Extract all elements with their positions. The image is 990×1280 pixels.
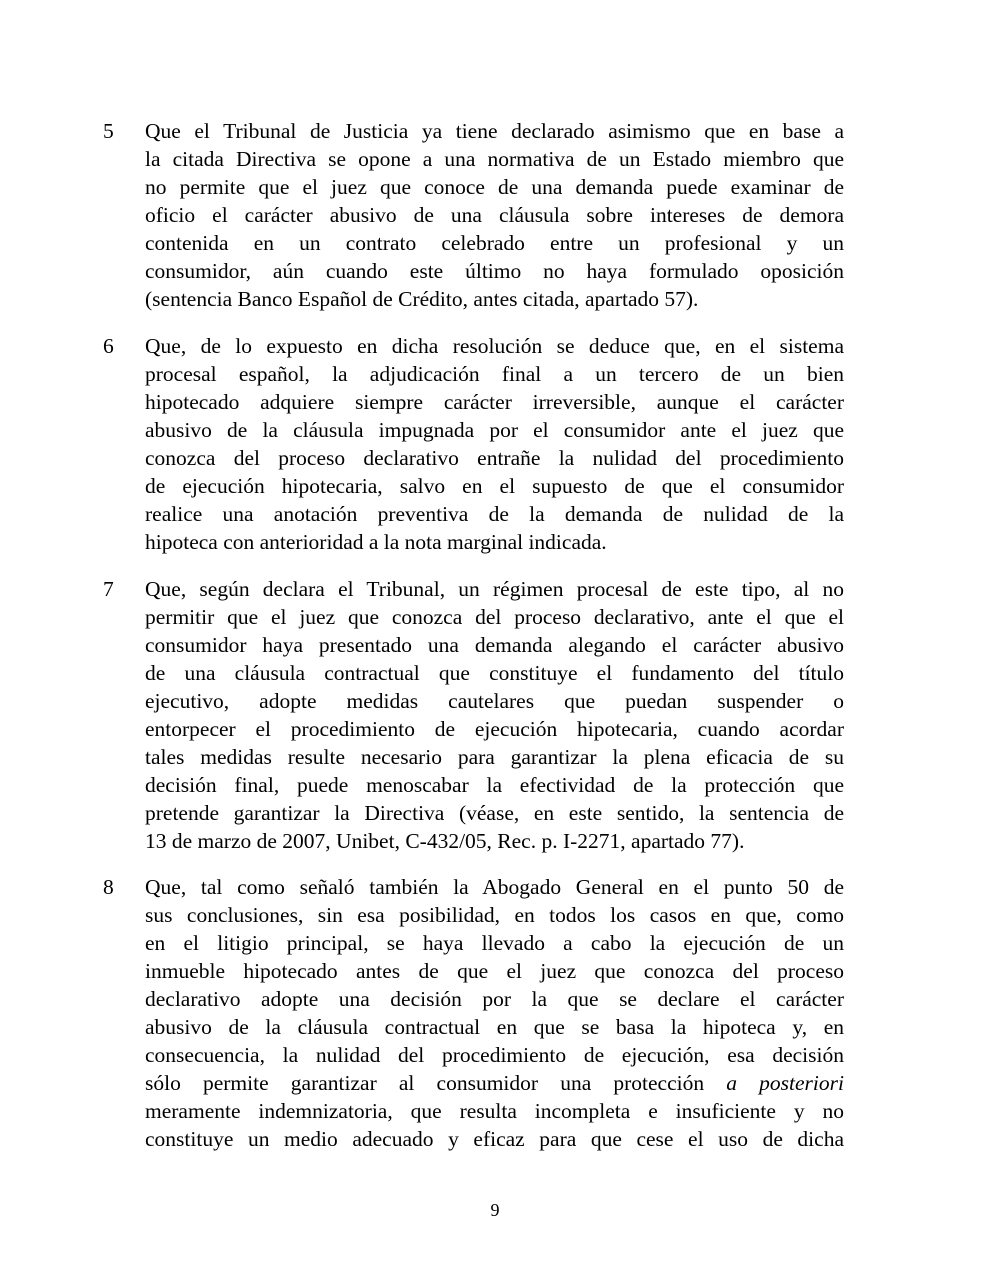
paragraph-line: tales medidas resulte necesario para garantizar la plena eficacia de su	[145, 745, 844, 769]
paragraph-line: contenida en un contrato celebrado entre un profesional y un	[145, 231, 844, 255]
paragraph-line: conozca del proceso declarativo entrañe la nulidad del procedimiento	[145, 446, 844, 470]
paragraph-line: pretende garantizar la Directiva (véase, en este sentido, la sentencia de	[145, 801, 844, 825]
paragraph-line: hipoteca con anterioridad a la nota marginal indicada.	[145, 530, 607, 554]
paragraph-line: oficio el carácter abusivo de una cláusula sobre intereses de demora	[145, 203, 844, 227]
paragraph-line-text: sólo permite garantizar al consumidor una protección	[145, 1071, 705, 1095]
paragraph-line: entorpecer el procedimiento de ejecución hipotecaria, cuando acordar	[145, 717, 844, 741]
paragraph-line: consumidor haya presentado una demanda alegando el carácter abusivo	[145, 633, 844, 657]
paragraph-number: 7	[103, 577, 114, 601]
paragraph-line: (sentencia Banco Español de Crédito, antes citada, apartado 57).	[145, 287, 699, 311]
paragraph-line: de una cláusula contractual que constituye el fundamento del título	[145, 661, 844, 685]
paragraph-line: no permite que el juez que conoce de una demanda puede examinar de	[145, 175, 844, 199]
paragraph-line: sus conclusiones, sin esa posibilidad, en todos los casos en que, como	[145, 903, 844, 927]
paragraph-line: Que, de lo expuesto en dicha resolución se deduce que, en el sistema	[145, 334, 844, 358]
paragraph-line: abusivo de la cláusula impugnada por el consumidor ante el juez que	[145, 418, 844, 442]
paragraph-line: constituye un medio adecuado y eficaz para que cese el uso de dicha	[145, 1127, 844, 1151]
paragraph-line: realice una anotación preventiva de la demanda de nulidad de la	[145, 502, 844, 526]
paragraph-line: en el litigio principal, se haya llevado a cabo la ejecución de un	[145, 931, 844, 955]
paragraph-line: la citada Directiva se opone a una normativa de un Estado miembro que	[145, 147, 844, 171]
paragraph-number: 8	[103, 875, 114, 899]
paragraph-line: abusivo de la cláusula contractual en que se basa la hipoteca y, en	[145, 1015, 844, 1039]
paragraph-line: consumidor, aún cuando este último no haya formulado oposición	[145, 259, 844, 283]
paragraph-line: consecuencia, la nulidad del procedimiento de ejecución, esa decisión	[145, 1043, 844, 1067]
paragraph-line: Que, tal como señaló también la Abogado General en el punto 50 de	[145, 875, 844, 899]
paragraph-line: Que, según declara el Tribunal, un régimen procesal de este tipo, al no	[145, 577, 844, 601]
paragraph-line: inmueble hipotecado antes de que el juez que conozca del proceso	[145, 959, 844, 983]
paragraph-number: 6	[103, 334, 114, 358]
paragraph-line: declarativo adopte una decisión por la que se declare el carácter	[145, 987, 844, 1011]
italic-term: a posteriori	[726, 1071, 844, 1095]
paragraph-line: 13 de marzo de 2007, Unibet, C-432/05, Rec. p. I-2271, apartado 77).	[145, 829, 745, 853]
paragraph-line: de ejecución hipotecaria, salvo en el supuesto de que el consumidor	[145, 474, 844, 498]
paragraph-line: hipotecado adquiere siempre carácter irreversible, aunque el carácter	[145, 390, 844, 414]
paragraph-number: 5	[103, 119, 114, 143]
paragraph-line: Que el Tribunal de Justicia ya tiene declarado asimismo que en base a	[145, 119, 844, 143]
paragraph-line: meramente indemnizatoria, que resulta incompleta e insuficiente y no	[145, 1099, 844, 1123]
paragraph-line: decisión final, puede menoscabar la efectividad de la protección que	[145, 773, 844, 797]
paragraph-line-with-italic	[145, 1069, 844, 1097]
paragraph-line: procesal español, la adjudicación final a un tercero de un bien	[145, 362, 844, 386]
page-number: 9	[490, 1200, 500, 1220]
paragraph-line: permitir que el juez que conozca del proceso declarativo, ante el que el	[145, 605, 844, 629]
paragraph-line: ejecutivo, adopte medidas cautelares que puedan suspender o	[145, 689, 844, 713]
